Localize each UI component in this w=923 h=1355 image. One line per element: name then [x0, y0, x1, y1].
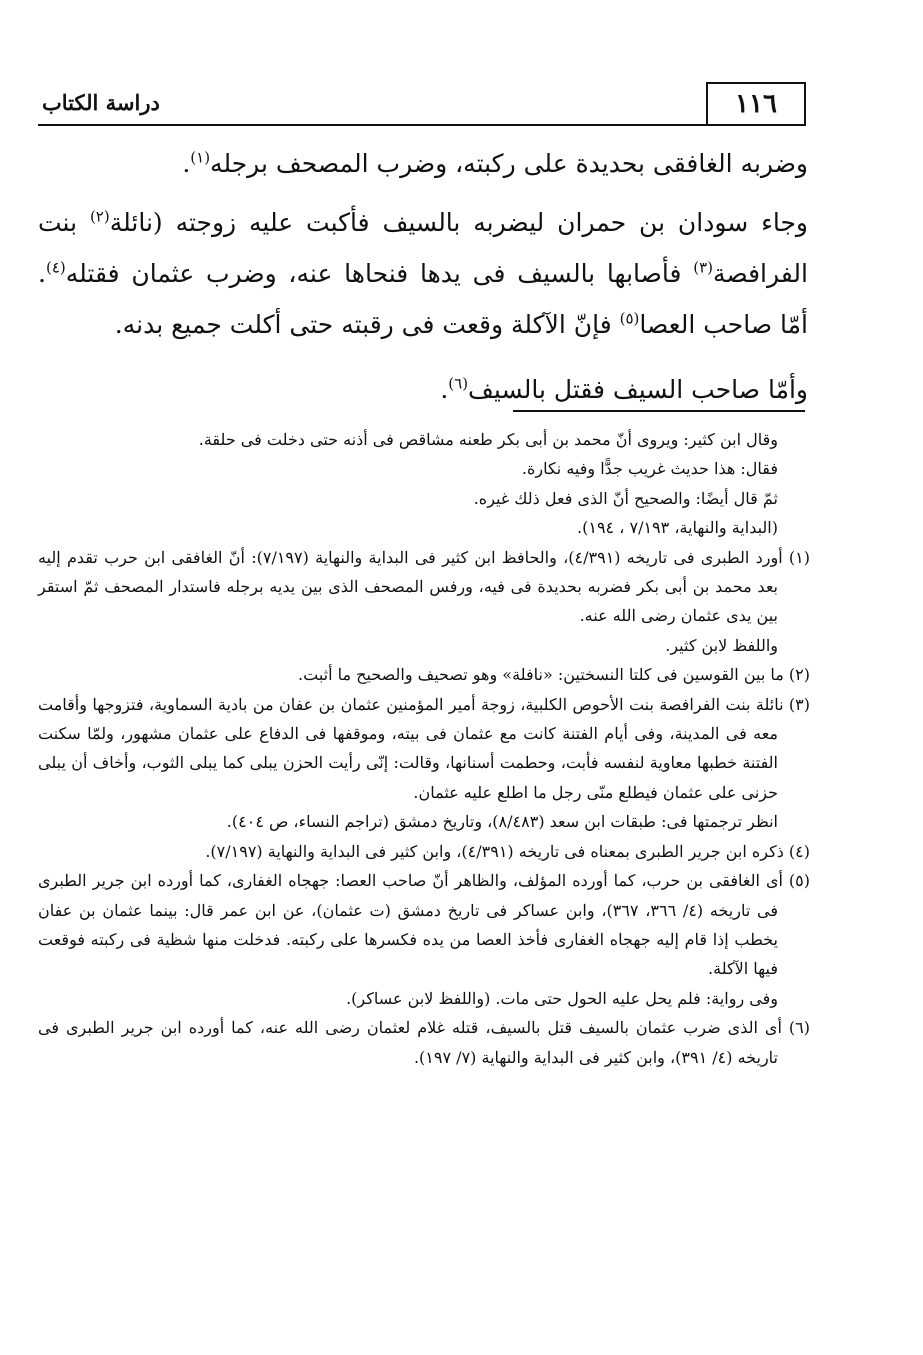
footnote-6: (٦) أى الذى ضرب عثمان بالسيف قتل بالسيف، قتله غلام لعثمان رضى الله عنه، كما أورده ابن جرير الطبرى فى تاريخه (٤/ ٣٩١)، وابن كثير فى البداية والنهاية (٧/ ١٩٧). [38, 1018, 810, 1067]
footnote-ref-4[interactable]: (٤) [45, 258, 66, 277]
main-text [38, 138, 808, 415]
footnotes [38, 425, 810, 1072]
paragraph-3: وأمّا صاحب السيف فقتل بالسيف$^{(٦)}$. [440, 374, 808, 404]
footnote-ref-1[interactable]: (١) [190, 148, 211, 167]
paragraph-2: وجاء سودان بن حمران ليضربه بالسيف فأكبت عليه زوجته (نائلة$^{(٢)}$ بنت الفرافصة$^{(٣)}$ فأصابها بالسيف فى يدها فنحاها عنه، وضرب عثمان فقتله$^{(٤)}$. أمّا صاحب العصا$^{(٥)}$ فإنّ الآكلة وقعت فى رقبته حتى أكلت جميع بدنه. [38, 207, 808, 339]
footnote-continued-line: (البداية والنهاية، ٧/١٩٣ ، ١٩٤). [577, 518, 778, 538]
footnote-2: (٢) ما بين القوسين فى كلتا النسختين: «نافلة» وهو تصحيف والصحيح ما أثبت. [298, 665, 810, 685]
footnote-5-extra: وفى رواية: فلم يحل عليه الحول حتى مات. (واللفظ لابن عساكر). [346, 988, 778, 1008]
footnote-separator [513, 410, 805, 412]
page-header [38, 82, 806, 126]
footnote-continued-line: فقال: هذا حديث غريب جدًّا وفيه نكارة. [521, 459, 778, 479]
footnote-continued-line: وقال ابن كثير: ويروى أنّ محمد بن أبى بكر طعنه مشاقص فى أذنه حتى دخلت فى حلقة. [198, 430, 778, 449]
footnote-ref-2[interactable]: (٢) [89, 207, 110, 226]
footnote-ref-6[interactable]: (٦) [448, 374, 469, 393]
page-number: ١١٦ [706, 82, 806, 124]
footnote-4: (٤) ذكره ابن جرير الطبرى بمعناه فى تاريخه (٤/٣٩١)، وابن كثير فى البداية والنهاية (٧/١٩٧). [205, 841, 810, 861]
footnote-ref-5[interactable]: (٥) [619, 309, 640, 328]
footnote-ref-3[interactable]: (٣) [693, 258, 714, 277]
paragraph-1: وضربه الغافقى بحديدة على ركبته، وضرب المصحف برجله$^{(١)}$. [182, 148, 808, 178]
footnote-3: (٣) نائلة بنت الفرافصة بنت الأحوص الكلبية، زوجة أمير المؤمنين عثمان بن عفان من بادية السماوية، فتزوجها وأقامت معه فى المدينة، وفى أيام الفتنة كانت مع عثمان فى بيته، وموقفها فى الدفاع على عثمان مشهور، ولمّا سكنت الفتنة خطبها معاوية لنفسه فأبت، وحطمت أسنانها، وقالت: إنّى رأيت الحزن يبلى كما يبلى الثوب، وأخاف أن يبلى حزنى على عثمان فيطلع منّى رجل ما اطلع عليه عثمان. [38, 694, 810, 802]
footnote-1: (١) أورد الطبرى فى تاريخه (٤/٣٩١)، والحافظ ابن كثير فى البداية والنهاية (٧/١٩٧): أنّ الغافقى ابن حرب تقدم إليه بعد محمد بن أبى بكر فضربه بحديدة فى فيه، ورفس المصحف الذى بين يديه برجله فاستدار المصحف ثمّ استقر بين يدى عثمان رضى الله عنه. [38, 547, 810, 626]
footnote-continued-line: ثمّ قال أيضًا: والصحيح أنّ الذى فعل ذلك غيره. [473, 488, 778, 508]
running-title: دراسة الكتاب [42, 90, 160, 115]
footnote-3-extra: انظر ترجمتها فى: طبقات ابن سعد (٨/٤٨٣)، وتاريخ دمشق (تراجم النساء، ص ٤٠٤). [226, 812, 778, 832]
footnote-5: (٥) أى الغافقى بن حرب، كما أورده المؤلف، والظاهر أنّ صاحب العصا: جهجاه الغفارى، كما أورده ابن جرير الطبرى فى تاريخه (٤/ ٣٦٦، ٣٦٧)، وابن عساكر فى تاريخ دمشق (ت عثمان)، عن ابن عمر قال: بينما عثمان بن عفان يخطب إذا قام إليه جهجاه الغفارى فأخذ العصا من يده فكسرها على ركبته. فدخلت منها شظية فى ركبته فوقعت فيها الآكلة. [38, 871, 810, 979]
footnote-1-extra: واللفظ لابن كثير. [665, 635, 778, 655]
